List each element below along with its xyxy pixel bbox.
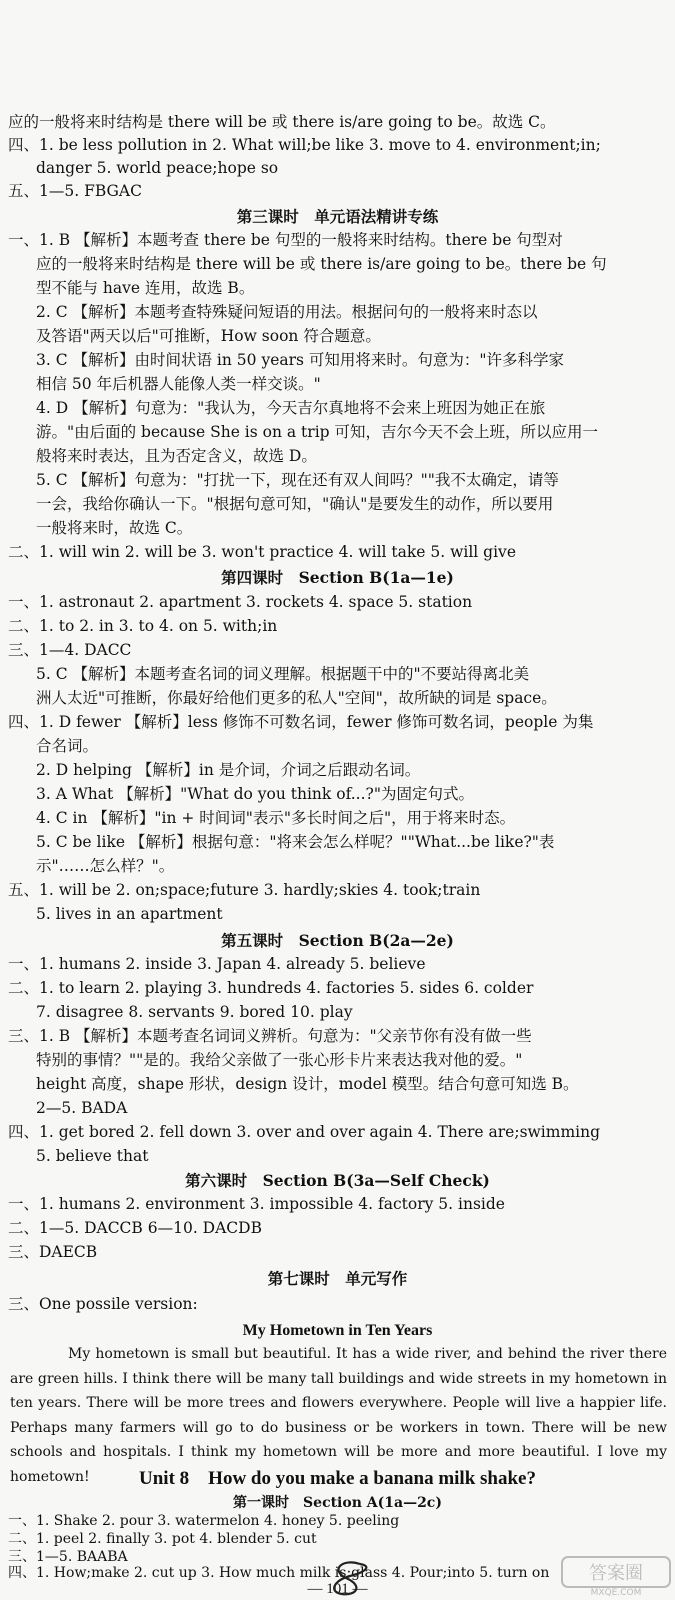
- lesson-heading: 第六课时 Section B(3a—Self Check): [185, 1171, 490, 1190]
- text-line: 一般将来时，故选 C。: [36, 519, 193, 537]
- text-line: 三、1. B 【解析】本题考查名词词义辨析。句意为："父亲节你有没有做一些: [8, 1027, 532, 1045]
- text-line: 特别的事情？""是的。我给父亲做了一张心形卡片来表达我对他的爱。": [36, 1051, 523, 1069]
- text-line: height 高度，shape 形状，design 设计，model 模型。结合句意可知选 B。: [36, 1075, 579, 1093]
- unit-title: Unit 8 How do you make a banana milk shake?: [139, 1468, 536, 1489]
- text-line: 相信 50 年后机器人能像人类一样交谈。": [36, 375, 321, 393]
- text-line: 4. C in 【解析】"in + 时间词"表示"多长时间之后"，用于将来时态。: [36, 809, 516, 827]
- lesson-heading: 第七课时 单元写作: [267, 1269, 408, 1288]
- text-line: 游。"由后面的 because She is on a trip 可知，吉尔今天不会上班，所以应用一: [36, 423, 599, 441]
- text-line: 二、1. to learn 2. playing 3. hundreds 4. factories 5. sides 6. colder: [8, 979, 534, 997]
- lesson-heading: 第三课时 单元语法精讲专练: [236, 207, 439, 226]
- text-line: 5. C be like 【解析】根据句意："将来会怎么样呢？""What...be like?"表: [36, 833, 555, 851]
- essay-title: My Hometown in Ten Years: [242, 1322, 433, 1339]
- text-line: 一、1. astronaut 2. apartment 3. rockets 4. space 5. station: [8, 593, 473, 611]
- text-line: 二、1—5. DACCB 6—10. DACDB: [8, 1219, 262, 1237]
- text-line: 5. lives in an apartment: [36, 905, 223, 923]
- text-line: 一、1. Shake 2. pour 3. watermelon 4. honey 5. peeling: [8, 1513, 400, 1529]
- lesson-heading: 第五课时 Section B(2a—2e): [221, 931, 454, 950]
- text-line: 五、1—5. FBGAC: [8, 182, 142, 200]
- text-line: 及答语"两天以后"可推断，How soon 符合题意。: [36, 327, 381, 345]
- text-line: 四、1. be less pollution in 2. What will;be like 3. move to 4. environment;in;: [8, 136, 601, 154]
- text-line: 四、1. D fewer 【解析】less 修饰不可数名词，fewer 修饰可数名词，people 为集: [8, 713, 594, 731]
- text-line: 2—5. BADA: [36, 1099, 128, 1117]
- text-line: 四、1. How;make 2. cut up 3. How much milk is;glass 4. Pour;into 5. turn on: [8, 1565, 550, 1581]
- text-line: 二、1. peel 2. finally 3. pot 4. blender 5. cut: [8, 1531, 317, 1547]
- text-line: 五、1. will be 2. on;space;future 3. hardly;skies 4. took;train: [8, 881, 481, 899]
- text-line: 三、1—4. DACC: [8, 641, 132, 659]
- lesson-heading: 第一课时 Section A(1a—2c): [233, 1495, 442, 1511]
- text-line: 三、1—5. BAABA: [8, 1549, 128, 1565]
- text-line: 5. C 【解析】本题考查名词的词义理解。根据题干中的"不要站得离北美: [36, 665, 530, 683]
- handwritten-mark-icon: [320, 1560, 380, 1598]
- text-line: 四、1. get bored 2. fell down 3. over and over again 4. There are;swimming: [8, 1123, 601, 1141]
- svg-text:MXQE.COM: MXQE.COM: [590, 1588, 642, 1598]
- text-line: 一会，我给你确认一下。"根据句意可知，"确认"是要发生的动作，所以要用: [36, 495, 554, 513]
- text-line: 4. D 【解析】句意为："我认为，今天吉尔真地将不会来上班因为她正在旅: [36, 399, 546, 417]
- text-line: 一、1. humans 2. inside 3. Japan 4. already 5. believe: [8, 955, 426, 973]
- text-line: 3. A What 【解析】"What do you think of...?"为固定句式。: [36, 785, 474, 803]
- text-line: 7. disagree 8. servants 9. bored 10. play: [36, 1003, 353, 1021]
- text-line: 示"……怎么样？"。: [36, 857, 175, 875]
- text-line: 一、1. B 【解析】本题考查 there be 句型的一般将来时结构。there be 句型对: [8, 231, 563, 249]
- text-line: 三、DAECB: [8, 1243, 98, 1261]
- text-line: 二、1. to 2. in 3. to 4. on 5. with;in: [8, 617, 278, 635]
- text-line: 三、One possile version:: [8, 1295, 198, 1313]
- text-line: danger 5. world peace;hope so: [36, 159, 279, 177]
- text-line: 2. C 【解析】本题考查特殊疑问短语的用法。根据问句的一般将来时态以: [36, 303, 538, 321]
- text-line: 5. C 【解析】句意为："打扰一下，现在还有双人间吗？""我不太确定，请等: [36, 471, 559, 489]
- text-line: 应的一般将来时结构是 there will be 或 there is/are going to be。there be 句: [36, 255, 607, 273]
- text-line: 洲人太近"可推断，你最好给他们更多的私人"空间"，故所缺的词是 space。: [36, 689, 557, 707]
- text-line: 合名词。: [36, 737, 99, 755]
- svg-text:答案圈: 答案圈: [589, 1563, 643, 1584]
- text-line: 5. believe that: [36, 1147, 149, 1165]
- text-line: 型不能与 have 连用，故选 B。: [36, 279, 255, 297]
- text-line: 般将来时表达，且为否定含义，故选 D。: [36, 447, 317, 465]
- text-line: 二、1. will win 2. will be 3. won't practice 4. will take 5. will give: [8, 543, 516, 561]
- text-line: 应的一般将来时结构是 there will be 或 there is/are going to be。故选 C。: [8, 113, 556, 131]
- text-line: 一、1. humans 2. environment 3. impossible 4. factory 5. inside: [8, 1195, 505, 1213]
- watermark-logo-icon: [560, 1555, 672, 1597]
- page-number: — 101 —: [307, 1581, 368, 1597]
- essay-paragraph: My hometown is small but beautiful. It has a wide river, and behind the river there are green hills. I think there will be many tall buildings and wide streets in my hometown in ten years. There will be more trees and flowers everywhere. People will live a happier life. Perhaps many farmers will go to do business or be workers in town. There will be new schools and hospitals. I think my hometown will be more and more beautiful. I love my hometown!: [10, 1346, 667, 1485]
- text-line: 2. D helping 【解析】in 是介词，介词之后跟动名词。: [36, 761, 421, 779]
- text-line: 3. C 【解析】由时间状语 in 50 years 可知用将来时。句意为："许多科学家: [36, 351, 565, 369]
- lesson-heading: 第四课时 Section B(1a—1e): [221, 568, 454, 587]
